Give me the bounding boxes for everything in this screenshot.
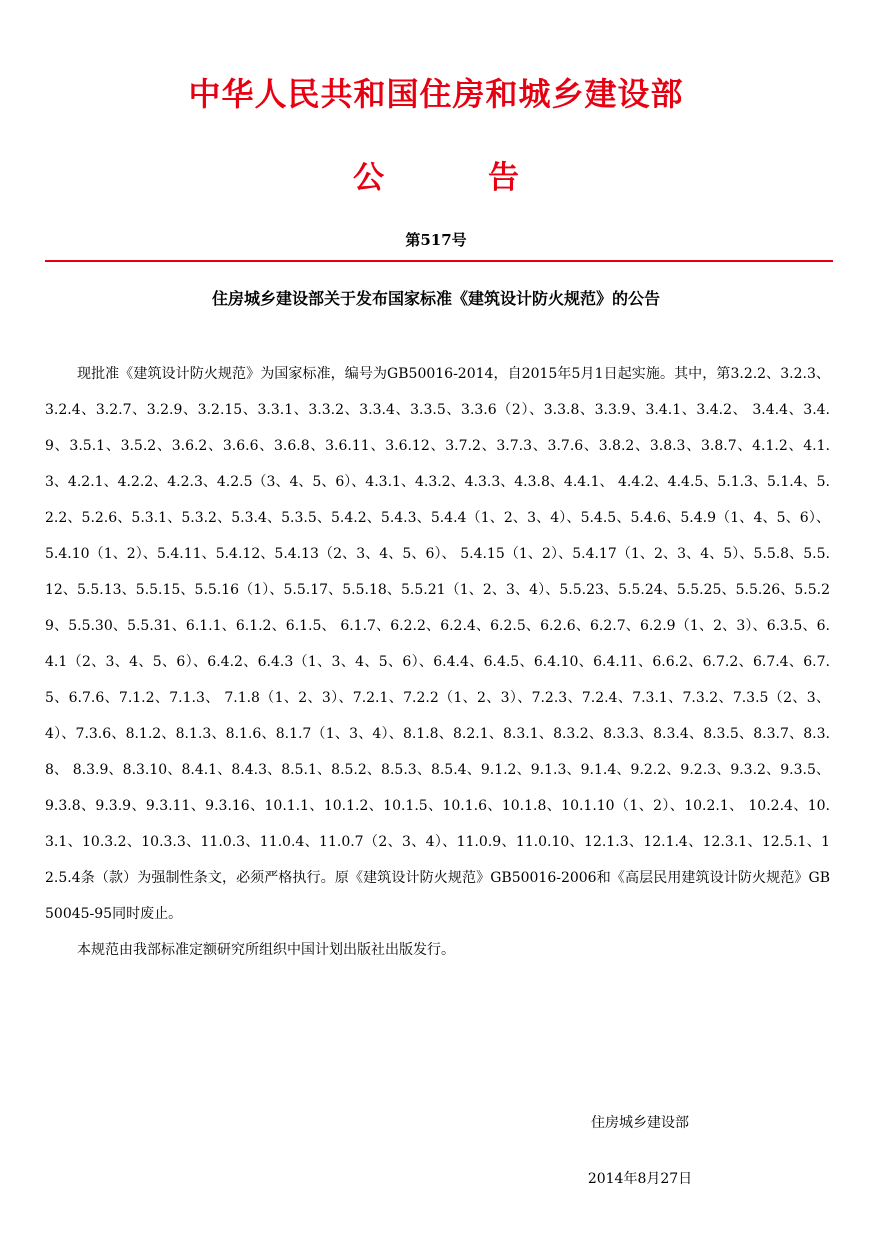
document-number: 第517号 xyxy=(405,231,467,249)
issuing-ministry-title: 中华人民共和国住房和城乡建设部 xyxy=(188,75,684,113)
notice-title-char-2: 告 xyxy=(488,160,519,196)
notice-title-char-1: 公 xyxy=(353,160,384,196)
notice-body xyxy=(45,356,830,968)
notice-title xyxy=(0,156,872,200)
issue-date: 2014年8月27日 xyxy=(587,1171,693,1187)
header-divider xyxy=(45,260,833,262)
body-paragraph-approval: 现批准《建筑设计防火规范》为国家标准，编号为GB50016-2014，自2015年5月1日起实施。其中，第3.2.2、3.2.3、3.2.4、3.2.7、3.2.9、3.2.15、3.3.1、3.3.2、3.3.4、3.3.5、3.3.6（2）、3.3.8、3.3.9、3.4.1、3.4.2、 3.4.4、3.4.9、3.5.1、3.5.2、3.6.2、3.6.6、3.6.8、3.6.11、3.6.12、3.7.2、3.7.3、3.7.6、3.8.2、3.8.3、3.8.7、4.1.2、4.1.3、4.2.1、4.2.2、4.2.3、4.2.5（3、4、5、6）、4.3.1、4.3.2、4.3.3、4.3.8、4.4.1、 4.4.2、4.4.5、5.1.3、5.1.4、5.2.2、5.2.6、5.3.1、5.3.2、5.3.4、5.3.5、5.4.2、5.4.3、5.4.4（1、2、3、4）、5.4.5、5.4.6、5.4.9（1、4、5、6）、5.4.10（1、2）、5.4.11、5.4.12、5.4.13（2、3、4、5、6）、 5.4.15（1、2）、5.4.17（1、2、3、4、5）、5.5.8、5.5.12、5.5.13、5.5.15、5.5.16（1）、5.5.17、5.5.18、5.5.21（1、2、3、4）、5.5.23、5.5.24、5.5.25、5.5.26、5.5.29、5.5.30、5.5.31、6.1.1、6.1.2、6.1.5、 6.1.7、6.2.2、6.2.4、6.2.5、6.2.6、6.2.7、6.2.9（1、2、3）、6.3.5、6.4.1（2、3、4、5、6）、6.4.2、6.4.3（1、3、4、5、6）、6.4.4、6.4.5、6.4.10、6.4.11、6.6.2、6.7.2、6.7.4、6.7.5、6.7.6、7.1.2、7.1.3、 7.1.8（1、2、3）、7.2.1、7.2.2（1、2、3）、7.2.3、7.2.4、7.3.1、7.3.2、7.3.5（2、3、4）、7.3.6、8.1.2、8.1.3、8.1.6、8.1.7（1、3、4）、8.1.8、8.2.1、8.3.1、8.3.2、8.3.3、8.3.4、8.3.5、8.3.7、8.3.8、 8.3.9、8.3.10、8.4.1、8.4.3、8.5.1、8.5.2、8.5.3、8.5.4、9.1.2、9.1.3、9.1.4、9.2.2、9.2.3、9.3.2、9.3.5、9.3.8、9.3.9、9.3.11、9.3.16、10.1.1、10.1.2、10.1.5、10.1.6、10.1.8、10.1.10（1、2）、10.2.1、 10.2.4、10.3.1、10.3.2、10.3.3、11.0.3、11.0.4、11.0.7（2、3、4）、11.0.9、11.0.10、12.1.3、12.1.4、12.3.1、12.5.1、12.5.4条（款）为强制性条文，必须严格执行。原《建筑设计防火规范》GB50016-2006和《高层民用建筑设计防火规范》GB50045-95同时废止。 xyxy=(45,366,830,922)
body-paragraph-publication: 本规范由我部标准定额研究所组织中国计划出版社出版发行。 xyxy=(77,942,455,958)
notice-subject: 住房城乡建设部关于发布国家标准《建筑设计防火规范》的公告 xyxy=(211,289,660,308)
issuer-signature: 住房城乡建设部 xyxy=(591,1115,689,1131)
